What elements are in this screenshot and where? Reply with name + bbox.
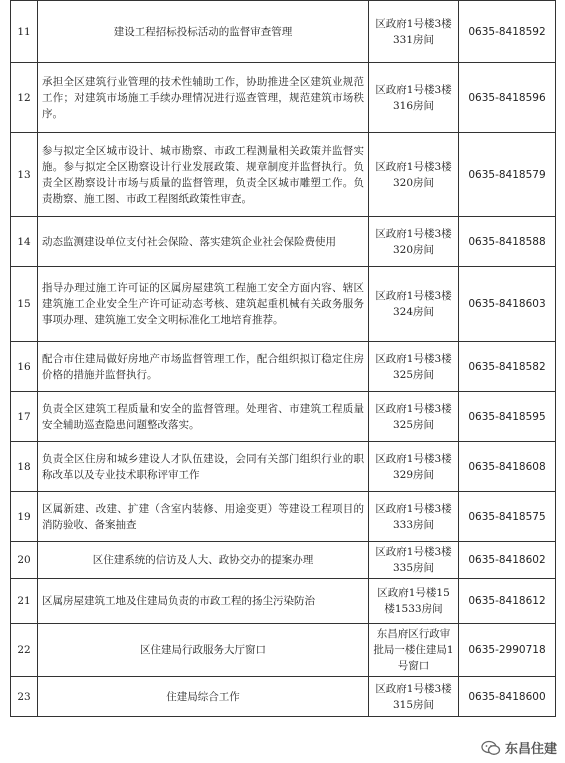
phone-number: 0635-8418612 bbox=[459, 579, 556, 624]
office-location: 区政府1号楼3楼315房间 bbox=[369, 677, 459, 717]
office-location: 区政府1号楼3楼331房间 bbox=[369, 1, 459, 63]
row-number: 13 bbox=[11, 133, 38, 217]
wechat-icon bbox=[481, 740, 501, 756]
phone-number: 0635-8418602 bbox=[459, 542, 556, 579]
row-number: 14 bbox=[11, 217, 38, 267]
row-number: 17 bbox=[11, 392, 38, 442]
office-location: 区政府1号楼3楼320房间 bbox=[369, 133, 459, 217]
duty-table bbox=[10, 0, 556, 717]
phone-number: 0635-8418575 bbox=[459, 492, 556, 542]
table-row bbox=[11, 342, 556, 392]
duty-description: 负责全区建筑工程质量和安全的监督管理。处理省、市建筑工程质量安全辅助巡查隐患问题整改落实。 bbox=[38, 392, 369, 442]
phone-number: 0635-8418600 bbox=[459, 677, 556, 717]
office-location: 区政府1号楼3楼335房间 bbox=[369, 542, 459, 579]
row-number: 16 bbox=[11, 342, 38, 392]
watermark-text: 东昌住建 bbox=[504, 742, 557, 757]
row-number: 15 bbox=[11, 267, 38, 342]
phone-number: 0635-8418603 bbox=[459, 267, 556, 342]
row-number: 22 bbox=[11, 624, 38, 677]
table-row bbox=[11, 492, 556, 542]
row-number: 23 bbox=[11, 677, 38, 717]
office-location: 区政府1号楼3楼324房间 bbox=[369, 267, 459, 342]
table-row bbox=[11, 267, 556, 342]
table-row bbox=[11, 1, 556, 63]
row-number: 21 bbox=[11, 579, 38, 624]
row-number: 18 bbox=[11, 442, 38, 492]
table-row bbox=[11, 63, 556, 133]
office-location: 区政府1号楼3楼325房间 bbox=[369, 392, 459, 442]
table-row bbox=[11, 217, 556, 267]
phone-number: 0635-8418579 bbox=[459, 133, 556, 217]
phone-number: 0635-8418608 bbox=[459, 442, 556, 492]
office-location: 区政府1号楼3楼333房间 bbox=[369, 492, 459, 542]
phone-number: 0635-8418595 bbox=[459, 392, 556, 442]
row-number: 12 bbox=[11, 63, 38, 133]
phone-number: 0635-8418592 bbox=[459, 1, 556, 63]
duty-description: 承担全区建筑行业管理的技术性辅助工作，协助推进全区建筑业规范工作；对建筑市场施工手续办理情况进行巡查管理，规范建筑市场秩序。 bbox=[38, 63, 369, 133]
duty-description: 住建局综合工作 bbox=[38, 677, 369, 717]
phone-number: 0635-2990718 bbox=[459, 624, 556, 677]
duty-description: 参与拟定全区城市设计、城市勘察、市政工程测量相关政策并监督实施。参与拟定全区勘察设计行业发展政策、规章制度并监督执行。负责全区勘察设计市场与质量的监督管理，负责全区城市雕塑工作。负责勘察、施工图、市政工程图纸政策性审查。 bbox=[38, 133, 369, 217]
duty-description: 配合市住建局做好房地产市场监督管理工作，配合组织拟订稳定住房价格的措施并监督执行。 bbox=[38, 342, 369, 392]
office-location: 区政府1号楼15楼1533房间 bbox=[369, 579, 459, 624]
table-row bbox=[11, 542, 556, 579]
duty-description: 区属房屋建筑工地及住建局负责的市政工程的扬尘污染防治 bbox=[38, 579, 369, 624]
office-location: 区政府1号楼3楼325房间 bbox=[369, 342, 459, 392]
table-row bbox=[11, 579, 556, 624]
office-location: 区政府1号楼3楼316房间 bbox=[369, 63, 459, 133]
phone-number: 0635-8418596 bbox=[459, 63, 556, 133]
row-number: 20 bbox=[11, 542, 38, 579]
row-number: 11 bbox=[11, 1, 38, 63]
duty-description: 指导办理过施工许可证的区属房屋建筑工程施工安全方面内容、辖区建筑施工企业安全生产许可证动态考核、建筑起重机械有关政务服务事项办理、建筑施工安全文明标准化工地培育推荐。 bbox=[38, 267, 369, 342]
phone-number: 0635-8418582 bbox=[459, 342, 556, 392]
table-row bbox=[11, 442, 556, 492]
duty-description: 负责全区住房和城乡建设人才队伍建设，会同有关部门组织行业的职称改革以及专业技术职称评审工作 bbox=[38, 442, 369, 492]
duty-description: 建设工程招标投标活动的监督审查管理 bbox=[38, 1, 369, 63]
duty-description: 动态监测建设单位支付社会保险、落实建筑企业社会保险费使用 bbox=[38, 217, 369, 267]
duty-description: 区住建局行政服务大厅窗口 bbox=[38, 624, 369, 677]
table-row bbox=[11, 392, 556, 442]
duty-description: 区属新建、改建、扩建（含室内装修、用途变更）等建设工程项目的消防验收、备案抽查 bbox=[38, 492, 369, 542]
office-location: 东昌府区行政审批局一楼住建局1号窗口 bbox=[369, 624, 459, 677]
row-number: 19 bbox=[11, 492, 38, 542]
office-location: 区政府1号楼3楼320房间 bbox=[369, 217, 459, 267]
duty-description: 区住建系统的信访及人大、政协交办的提案办理 bbox=[38, 542, 369, 579]
table-row bbox=[11, 624, 556, 677]
duty-table-body bbox=[11, 1, 556, 717]
phone-number: 0635-8418588 bbox=[459, 217, 556, 267]
table-row bbox=[11, 133, 556, 217]
office-location: 区政府1号楼3楼329房间 bbox=[369, 442, 459, 492]
watermark bbox=[481, 738, 557, 757]
table-row bbox=[11, 677, 556, 717]
